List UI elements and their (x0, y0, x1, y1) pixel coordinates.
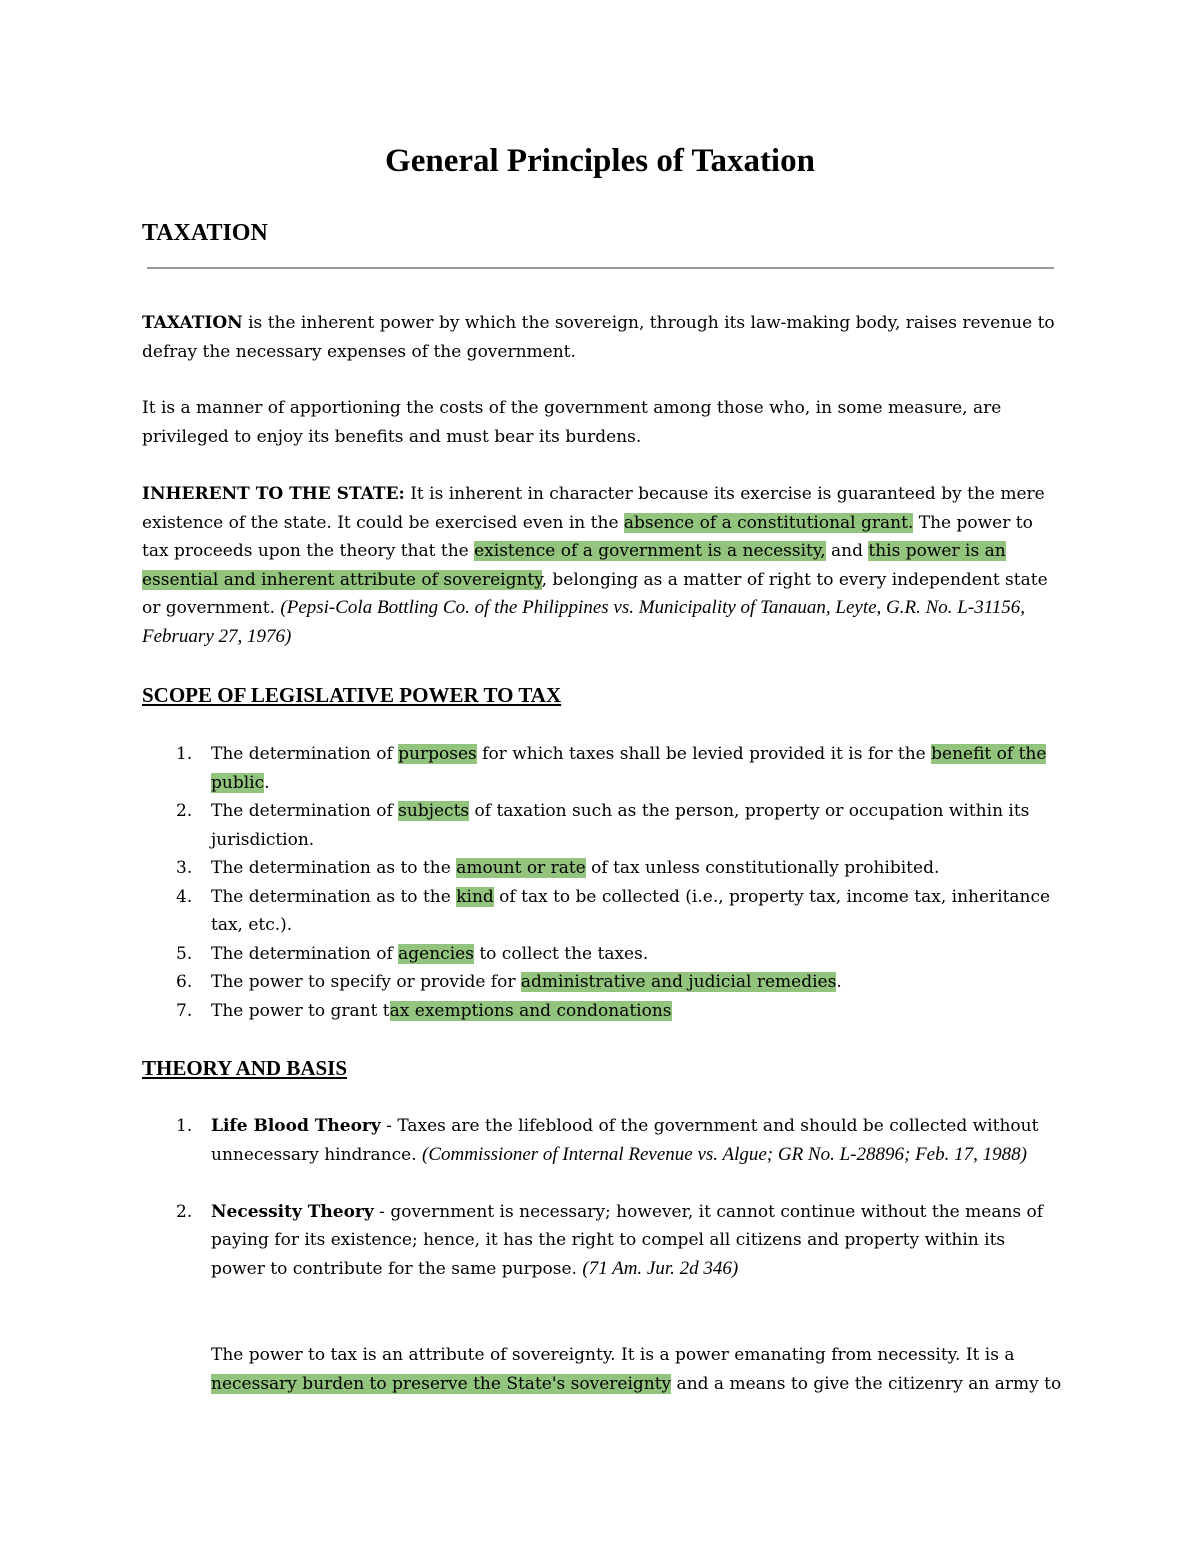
item-text: of taxation such as the person, property or occupation within its jurisdiction. (211, 801, 1030, 850)
definition-text: is the inherent power by which the sovereign, through its law-making body, raises revenue to defray the necessary expenses of the government. (142, 313, 1055, 362)
item-text: to collect the taxes. (473, 943, 649, 964)
list-item (142, 940, 1062, 969)
list-item (142, 854, 1062, 883)
inherent-paragraph (142, 480, 1062, 651)
list-item (142, 740, 1062, 797)
highlight-constitutional-grant: absence of a constitutional grant. (623, 512, 914, 533)
item-text: - government is necessary; however, it cannot continue without the means of paying for its existence; hence, it has the right to compel all citizens and property within its power to contribute for the same purpose. (211, 1201, 1044, 1279)
item-text: . (264, 772, 270, 793)
horizontal-divider (147, 267, 1054, 269)
item-text: of tax unless constitutionally prohibited. (585, 858, 940, 878)
list-number: 7. (176, 1000, 193, 1021)
section-heading-theory: THEORY AND BASIS (142, 1056, 348, 1080)
item-text: The power to specify or provide for (211, 972, 521, 992)
taxation-definition (142, 309, 1062, 366)
highlight-attribute-sovereignty: this power is an essential and inherent attribute of sovereignty (142, 541, 1006, 590)
highlight: agencies (398, 943, 474, 964)
list-item (142, 883, 1062, 940)
highlight: ax exemptions and condonations (389, 1000, 672, 1021)
highlight: amount or rate (456, 858, 586, 878)
theory-list (142, 1112, 1062, 1283)
highlight: kind (456, 886, 494, 907)
term-taxation: TAXATION (142, 313, 243, 333)
list-item (142, 1112, 1062, 1169)
inherent-label: INHERENT TO THE STATE: (142, 484, 405, 504)
list-item (142, 968, 1062, 997)
highlight: administrative and judicial remedies (520, 972, 837, 992)
list-number: 2. (176, 801, 193, 821)
list-item (142, 797, 1062, 854)
list-number: 3. (176, 858, 193, 878)
citation-pepsi-cola: (Pepsi-Cola Bottling Co. of the Philippines vs. Municipality of Tanauan, Leyte, G.R. No. L-31156, February 27, 1976) (142, 597, 1026, 647)
list-number: 1. (176, 744, 193, 764)
item-text: The determination of (211, 943, 399, 964)
item-text: The determination as to the (211, 858, 457, 878)
theory-name: Necessity Theory (211, 1201, 374, 1222)
paragraph-text: The power to tax is an attribute of sovereignty. It is a power emanating from necessity. It is a (211, 1345, 1015, 1365)
list-item (142, 1198, 1062, 1284)
item-text: The determination of (211, 801, 399, 821)
item-text: The power to grant t (211, 1000, 390, 1021)
list-number: 6. (176, 972, 193, 992)
highlight-sovereignty: necessary burden to preserve the State's sovereignty (211, 1373, 672, 1394)
item-text: The determination as to the (211, 886, 457, 907)
highlight-government-necessity: existence of a government is a necessity, (474, 541, 826, 561)
list-number: 2. (176, 1201, 193, 1222)
inherent-text-1: It is inherent in character because its exercise is guaranteed by the mere existence of the state. It could be exercised even in the (142, 484, 1045, 533)
paragraph-text: and a means to give the citizenry an army to (671, 1373, 1062, 1394)
highlight: purposes (398, 744, 477, 764)
item-text: - Taxes are the lifeblood of the government and should be collected without unnecessary hindrance. (211, 1116, 1039, 1165)
sovereignty-paragraph (211, 1341, 1062, 1398)
list-number: 1. (176, 1116, 193, 1136)
list-number: 4. (176, 886, 193, 907)
inherent-text-2: The power to tax proceeds upon the theory that the (142, 512, 1033, 561)
inherent-text-4: , belonging as a matter of right to every independent state or government. (142, 569, 1048, 618)
inherent-text-3: and (825, 541, 869, 561)
item-text: The determination of (211, 744, 399, 764)
item-text: for which taxes shall be levied provided it is for the (476, 744, 932, 764)
highlight: benefit of the public (211, 744, 1047, 793)
highlight: subjects (398, 801, 470, 821)
item-text: of tax to be collected (i.e., property tax, income tax, inheritance tax, etc.). (211, 886, 1051, 935)
section-heading-scope: SCOPE OF LEGISLATIVE POWER TO TAX (142, 683, 562, 707)
list-item (142, 997, 1062, 1026)
apportioning-paragraph: It is a manner of apportioning the costs of the government among those who, in some measure, are privileged to enjoy its benefits and must bear its burdens. (142, 398, 1002, 447)
item-text: . (836, 972, 842, 992)
scope-list (142, 740, 1062, 1025)
citation: (Commissioner of Internal Revenue vs. Algue; GR No. L-28896; Feb. 17, 1988) (422, 1143, 1027, 1165)
theory-name: Life Blood Theory (211, 1116, 381, 1136)
section-heading-taxation: TAXATION (142, 220, 268, 246)
citation: (71 Am. Jur. 2d 346) (582, 1257, 739, 1279)
list-number: 5. (176, 943, 193, 964)
document-title: General Principles of Taxation (385, 143, 815, 179)
